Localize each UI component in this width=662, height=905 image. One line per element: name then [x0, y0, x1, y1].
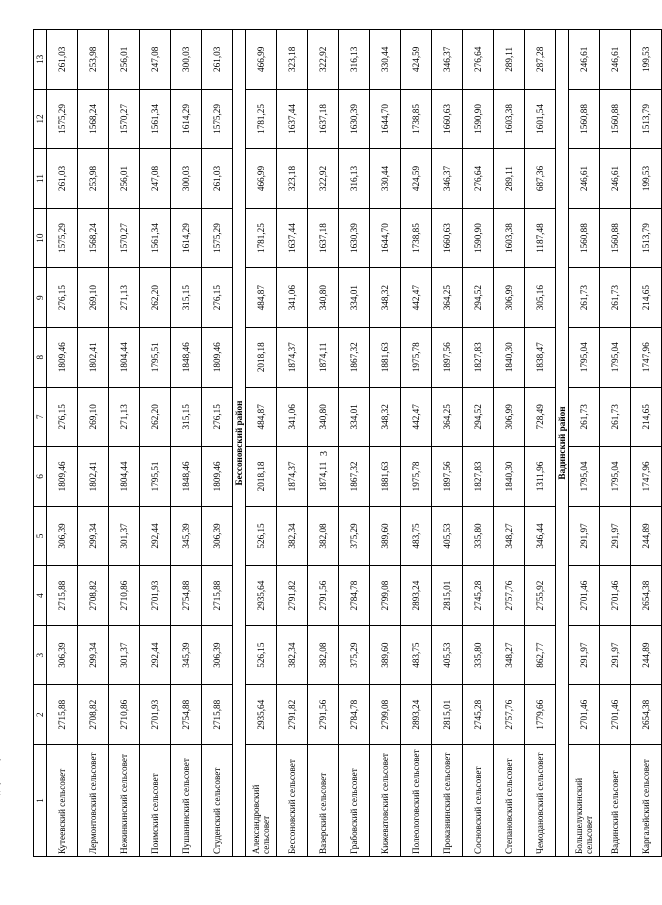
value-cell: 1848,46 — [171, 447, 202, 507]
value-cell: 246,61 — [569, 149, 600, 209]
value-cell: 247,08 — [140, 30, 171, 90]
settlement-name-cell: Степановский сельсовет — [494, 745, 525, 857]
settlement-name-cell: Кижеватовский сельсовет — [370, 745, 401, 857]
value-cell: 2715,88 — [47, 566, 78, 626]
value-cell: 1568,24 — [78, 89, 109, 149]
value-cell: 1874,11 — [308, 327, 339, 387]
value-cell: 199,53 — [631, 30, 662, 90]
value-cell: 199,53 — [631, 149, 662, 209]
settlement-name-cell: Проказнинский сельсовет — [432, 745, 463, 857]
value-cell: 484,87 — [246, 387, 277, 447]
column-header: 12 — [34, 89, 47, 149]
value-cell: 405,53 — [432, 625, 463, 685]
value-cell: 1804,44 — [109, 327, 140, 387]
value-cell: 1867,32 — [339, 447, 370, 507]
value-cell: 424,59 — [401, 149, 432, 209]
table-row — [463, 30, 494, 857]
table-row — [525, 30, 556, 857]
value-cell: 271,13 — [109, 387, 140, 447]
region-row — [556, 30, 569, 857]
value-cell: 526,15 — [246, 506, 277, 566]
value-cell: 253,98 — [78, 149, 109, 209]
value-cell: 1795,04 — [600, 327, 631, 387]
value-cell: 862,77 — [525, 625, 556, 685]
value-cell: 262,20 — [140, 268, 171, 328]
value-cell: 2715,88 — [202, 685, 233, 745]
value-cell: 269,10 — [78, 387, 109, 447]
value-cell: 1738,85 — [401, 208, 432, 268]
value-cell: 2757,76 — [494, 566, 525, 626]
value-cell: 2701,93 — [140, 685, 171, 745]
value-cell: 442,47 — [401, 387, 432, 447]
settlement-name-cell: Бессоновский сельсовет — [277, 745, 308, 857]
value-cell: 1637,44 — [277, 208, 308, 268]
value-cell: 261,73 — [600, 268, 631, 328]
value-cell: 2784,78 — [339, 685, 370, 745]
value-cell: 1802,41 — [78, 447, 109, 507]
value-cell: 261,73 — [600, 387, 631, 447]
value-cell: 1881,63 — [370, 447, 401, 507]
value-cell: 1187,48 — [525, 208, 556, 268]
value-cell: 346,37 — [432, 149, 463, 209]
value-cell: 306,39 — [202, 625, 233, 685]
value-cell: 348,32 — [370, 268, 401, 328]
value-cell: 1848,46 — [171, 327, 202, 387]
column-header: 1 — [34, 745, 47, 857]
settlement-name-cell: Вазерский сельсовет — [308, 745, 339, 857]
table-row — [246, 30, 277, 857]
value-cell: 330,44 — [370, 30, 401, 90]
data-table — [33, 29, 662, 857]
column-header: 10 — [34, 208, 47, 268]
value-cell: 2018,18 — [246, 447, 277, 507]
value-cell: 2791,56 — [308, 685, 339, 745]
value-cell: 214,65 — [631, 387, 662, 447]
value-cell: 301,37 — [109, 625, 140, 685]
settlement-name-cell: Поимский сельсовет — [140, 745, 171, 857]
value-cell: 247,08 — [140, 149, 171, 209]
value-cell: 2018,18 — [246, 327, 277, 387]
value-cell: 261,03 — [47, 30, 78, 90]
value-cell: 291,97 — [600, 506, 631, 566]
value-cell: 301,37 — [109, 506, 140, 566]
value-cell: 261,03 — [47, 149, 78, 209]
value-cell: 1840,30 — [494, 447, 525, 507]
value-cell: 2745,28 — [463, 685, 494, 745]
value-cell: 276,15 — [47, 387, 78, 447]
value-cell: 2701,93 — [140, 566, 171, 626]
value-cell: 261,03 — [202, 149, 233, 209]
settlement-name-cell: Пушанинский сельсовет — [171, 745, 202, 857]
value-cell: 1575,29 — [202, 208, 233, 268]
value-cell: 287,28 — [525, 30, 556, 90]
value-cell: 2791,82 — [277, 566, 308, 626]
value-cell: 1603,38 — [494, 208, 525, 268]
value-cell: 348,32 — [370, 387, 401, 447]
value-cell: 1881,63 — [370, 327, 401, 387]
value-cell: 1804,44 — [109, 447, 140, 507]
value-cell: 1637,18 — [308, 208, 339, 268]
page-number-text: 3 — [319, 451, 330, 456]
table-row — [370, 30, 401, 857]
value-cell: 1561,34 — [140, 89, 171, 149]
value-cell: 1570,27 — [109, 89, 140, 149]
value-cell: 300,03 — [171, 30, 202, 90]
value-cell: 299,34 — [78, 625, 109, 685]
value-cell: 306,39 — [202, 506, 233, 566]
value-cell: 484,87 — [246, 268, 277, 328]
value-cell: 300,03 — [171, 149, 202, 209]
value-cell: 291,97 — [569, 506, 600, 566]
value-cell: 348,27 — [494, 506, 525, 566]
value-cell: 345,39 — [171, 625, 202, 685]
value-cell: 341,06 — [277, 268, 308, 328]
value-cell: 2893,24 — [401, 566, 432, 626]
value-cell: 305,16 — [525, 268, 556, 328]
value-cell: 2708,82 — [78, 566, 109, 626]
value-cell: 1644,70 — [370, 208, 401, 268]
value-cell: 1614,29 — [171, 208, 202, 268]
value-cell: 1644,70 — [370, 89, 401, 149]
value-cell: 323,18 — [277, 30, 308, 90]
value-cell: 382,08 — [308, 506, 339, 566]
column-header: 9 — [34, 268, 47, 328]
value-cell: 466,99 — [246, 149, 277, 209]
value-cell: 2701,46 — [600, 566, 631, 626]
rotated-table-container — [33, 29, 651, 857]
table-row — [47, 30, 78, 857]
settlement-name-cell: Грабовский сельсовет — [339, 745, 370, 857]
settlement-name-cell: Студенский сельсовет — [202, 745, 233, 857]
value-cell: 2815,01 — [432, 685, 463, 745]
value-cell: 2745,28 — [463, 566, 494, 626]
value-cell: 261,03 — [202, 30, 233, 90]
value-cell: 1827,83 — [463, 327, 494, 387]
value-cell: 382,34 — [277, 625, 308, 685]
value-cell: 276,15 — [202, 387, 233, 447]
value-cell: 276,15 — [47, 268, 78, 328]
value-cell: 2654,38 — [631, 566, 662, 626]
column-header: 4 — [34, 566, 47, 626]
value-cell: 2757,76 — [494, 685, 525, 745]
column-header: 3 — [34, 625, 47, 685]
value-cell: 1590,90 — [463, 89, 494, 149]
value-cell: 1560,88 — [600, 208, 631, 268]
value-cell: 1747,96 — [631, 327, 662, 387]
value-cell: 389,60 — [370, 506, 401, 566]
value-cell: 2708,82 — [78, 685, 109, 745]
value-cell: 1874,37 — [277, 327, 308, 387]
value-cell: 345,39 — [171, 506, 202, 566]
value-cell: 2784,78 — [339, 566, 370, 626]
value-cell: 1809,46 — [202, 447, 233, 507]
value-cell: 315,15 — [171, 268, 202, 328]
value-cell: 2701,46 — [569, 685, 600, 745]
value-cell: 330,44 — [370, 149, 401, 209]
settlement-name-cell: Лермонтовский сельсовет — [78, 745, 109, 857]
value-cell: 1781,25 — [246, 208, 277, 268]
value-cell: 1660,63 — [432, 208, 463, 268]
value-cell: 2701,46 — [600, 685, 631, 745]
value-cell: 1779,66 — [525, 685, 556, 745]
column-header: 5 — [34, 506, 47, 566]
value-cell: 269,10 — [78, 268, 109, 328]
value-cell: 261,73 — [569, 268, 600, 328]
table-row — [78, 30, 109, 857]
value-cell: 335,80 — [463, 506, 494, 566]
value-cell: 389,60 — [370, 625, 401, 685]
value-cell: 2935,64 — [246, 566, 277, 626]
table-row — [339, 30, 370, 857]
value-cell: 348,27 — [494, 625, 525, 685]
value-cell: 1809,46 — [202, 327, 233, 387]
value-cell: 2715,88 — [202, 566, 233, 626]
value-cell: 364,25 — [432, 387, 463, 447]
value-cell: 289,11 — [494, 149, 525, 209]
value-cell: 306,39 — [47, 625, 78, 685]
column-header: 13 — [34, 30, 47, 90]
value-cell: 728,49 — [525, 387, 556, 447]
value-cell: 375,29 — [339, 625, 370, 685]
value-cell: 1630,39 — [339, 208, 370, 268]
value-cell: 1637,18 — [308, 89, 339, 149]
value-cell: 291,97 — [600, 625, 631, 685]
value-cell: 294,52 — [463, 268, 494, 328]
value-cell: 1738,85 — [401, 89, 432, 149]
table-row — [140, 30, 171, 857]
header-row — [34, 30, 47, 857]
value-cell: 405,53 — [432, 506, 463, 566]
table-row — [631, 30, 662, 857]
value-cell: 2755,92 — [525, 566, 556, 626]
value-cell: 1513,79 — [631, 208, 662, 268]
value-cell: 1897,56 — [432, 327, 463, 387]
value-cell: 526,15 — [246, 625, 277, 685]
value-cell: 322,92 — [308, 149, 339, 209]
value-cell: 299,34 — [78, 506, 109, 566]
value-cell: 291,97 — [569, 625, 600, 685]
column-header: 2 — [34, 685, 47, 745]
value-cell: 466,99 — [246, 30, 277, 90]
value-cell: 214,65 — [631, 268, 662, 328]
footer-path-text — [0, 717, 1, 815]
value-cell: 687,36 — [525, 149, 556, 209]
value-cell: 1827,83 — [463, 447, 494, 507]
column-header: 8 — [34, 327, 47, 387]
value-cell: 292,44 — [140, 506, 171, 566]
value-cell: 261,73 — [569, 387, 600, 447]
value-cell: 1560,88 — [569, 89, 600, 149]
value-cell: 1809,46 — [47, 327, 78, 387]
value-cell: 316,13 — [339, 30, 370, 90]
value-cell: 2935,64 — [246, 685, 277, 745]
value-cell: 292,44 — [140, 625, 171, 685]
value-cell: 316,13 — [339, 149, 370, 209]
value-cell: 340,80 — [308, 268, 339, 328]
settlement-name-cell: Чемодановский сельсовет — [525, 745, 556, 857]
value-cell: 1561,34 — [140, 208, 171, 268]
value-cell: 1795,04 — [569, 327, 600, 387]
value-cell: 1781,25 — [246, 89, 277, 149]
value-cell: 1575,29 — [47, 208, 78, 268]
table-row — [202, 30, 233, 857]
value-cell: 256,01 — [109, 149, 140, 209]
region-title: Вадинский район — [556, 30, 569, 857]
table-row — [277, 30, 308, 857]
settlement-name-cell: Вадинский сельсовет — [600, 745, 631, 857]
value-cell: 341,06 — [277, 387, 308, 447]
value-cell: 334,01 — [339, 387, 370, 447]
region-title: Бессоновский район — [233, 30, 246, 857]
value-cell: 276,64 — [463, 149, 494, 209]
value-cell: 2754,88 — [171, 685, 202, 745]
value-cell: 315,15 — [171, 387, 202, 447]
value-cell: 1795,04 — [569, 447, 600, 507]
value-cell: 1660,63 — [432, 89, 463, 149]
value-cell: 1311,96 — [525, 447, 556, 507]
value-cell: 1874,37 — [277, 447, 308, 507]
settlement-name-cell: Полеологовский сельсовет — [401, 745, 432, 857]
settlement-name-cell: Кутеевский сельсовет — [47, 745, 78, 857]
value-cell: 2799,08 — [370, 685, 401, 745]
value-cell: 322,92 — [308, 30, 339, 90]
value-cell: 1614,29 — [171, 89, 202, 149]
value-cell: 1560,88 — [569, 208, 600, 268]
value-cell: 1575,29 — [202, 89, 233, 149]
value-cell: 375,29 — [339, 506, 370, 566]
table-row — [569, 30, 600, 857]
value-cell: 1867,32 — [339, 327, 370, 387]
value-cell: 276,64 — [463, 30, 494, 90]
region-row — [233, 30, 246, 857]
value-cell: 382,34 — [277, 506, 308, 566]
value-cell: 1975,78 — [401, 327, 432, 387]
value-cell: 340,80 — [308, 387, 339, 447]
value-cell: 2815,01 — [432, 566, 463, 626]
value-cell: 306,99 — [494, 268, 525, 328]
value-cell: 1570,27 — [109, 208, 140, 268]
table-row — [401, 30, 432, 857]
value-cell: 1637,44 — [277, 89, 308, 149]
value-cell: 1795,04 — [600, 447, 631, 507]
table-row — [308, 30, 339, 857]
value-cell: 289,11 — [494, 30, 525, 90]
settlement-name-cell: Сосновский сельсовет — [463, 745, 494, 857]
value-cell: 246,61 — [600, 149, 631, 209]
value-cell: 1795,51 — [140, 447, 171, 507]
value-cell: 2893,24 — [401, 685, 432, 745]
value-cell: 1975,78 — [401, 447, 432, 507]
column-header: 6 — [34, 447, 47, 507]
value-cell: 1809,46 — [47, 447, 78, 507]
value-cell: 2715,88 — [47, 685, 78, 745]
table-body — [34, 30, 662, 857]
value-cell: 1575,29 — [47, 89, 78, 149]
value-cell: 246,61 — [569, 30, 600, 90]
value-cell: 1568,24 — [78, 208, 109, 268]
value-cell: 244,89 — [631, 506, 662, 566]
value-cell: 294,52 — [463, 387, 494, 447]
value-cell: 424,59 — [401, 30, 432, 90]
value-cell: 1897,56 — [432, 447, 463, 507]
column-header: 11 — [34, 149, 47, 209]
value-cell: 2799,08 — [370, 566, 401, 626]
settlement-name-cell: Нежинкинский сельсовет — [109, 745, 140, 857]
value-cell: 483,75 — [401, 625, 432, 685]
value-cell: 276,15 — [202, 268, 233, 328]
settlement-name-cell: Каргалейский сельсовет — [631, 745, 662, 857]
table-row — [600, 30, 631, 857]
value-cell: 1747,96 — [631, 447, 662, 507]
value-cell: 1560,88 — [600, 89, 631, 149]
value-cell: 1630,39 — [339, 89, 370, 149]
settlement-name-cell: Большелуккинский сельсовет — [569, 745, 600, 857]
value-cell: 364,25 — [432, 268, 463, 328]
value-cell: 1601,54 — [525, 89, 556, 149]
table-row — [109, 30, 140, 857]
value-cell: 323,18 — [277, 149, 308, 209]
value-cell: 1590,90 — [463, 208, 494, 268]
value-cell: 346,44 — [525, 506, 556, 566]
value-cell: 244,89 — [631, 625, 662, 685]
value-cell: 2701,46 — [569, 566, 600, 626]
value-cell: 1802,41 — [78, 327, 109, 387]
value-cell: 335,80 — [463, 625, 494, 685]
value-cell: 442,47 — [401, 268, 432, 328]
value-cell: 1513,79 — [631, 89, 662, 149]
value-cell: 2791,82 — [277, 685, 308, 745]
value-cell: 256,01 — [109, 30, 140, 90]
value-cell: 1840,30 — [494, 327, 525, 387]
value-cell: 2791,56 — [308, 566, 339, 626]
value-cell: 334,01 — [339, 268, 370, 328]
value-cell: 246,61 — [600, 30, 631, 90]
value-cell: 306,99 — [494, 387, 525, 447]
table-row — [171, 30, 202, 857]
value-cell: 253,98 — [78, 30, 109, 90]
value-cell: 1795,51 — [140, 327, 171, 387]
value-cell: 483,75 — [401, 506, 432, 566]
value-cell: 2754,88 — [171, 566, 202, 626]
value-cell: 2654,38 — [631, 685, 662, 745]
column-header: 7 — [34, 387, 47, 447]
value-cell: 2710,86 — [109, 566, 140, 626]
value-cell: 382,08 — [308, 625, 339, 685]
value-cell: 1874,11 — [308, 447, 339, 507]
value-cell: 1838,47 — [525, 327, 556, 387]
settlement-name-cell: Александровский сельсовет — [246, 745, 277, 857]
value-cell: 262,20 — [140, 387, 171, 447]
value-cell: 346,37 — [432, 30, 463, 90]
value-cell: 306,39 — [47, 506, 78, 566]
value-cell: 2710,86 — [109, 685, 140, 745]
value-cell: 271,13 — [109, 268, 140, 328]
table-row — [494, 30, 525, 857]
table-row — [432, 30, 463, 857]
value-cell: 1603,38 — [494, 89, 525, 149]
